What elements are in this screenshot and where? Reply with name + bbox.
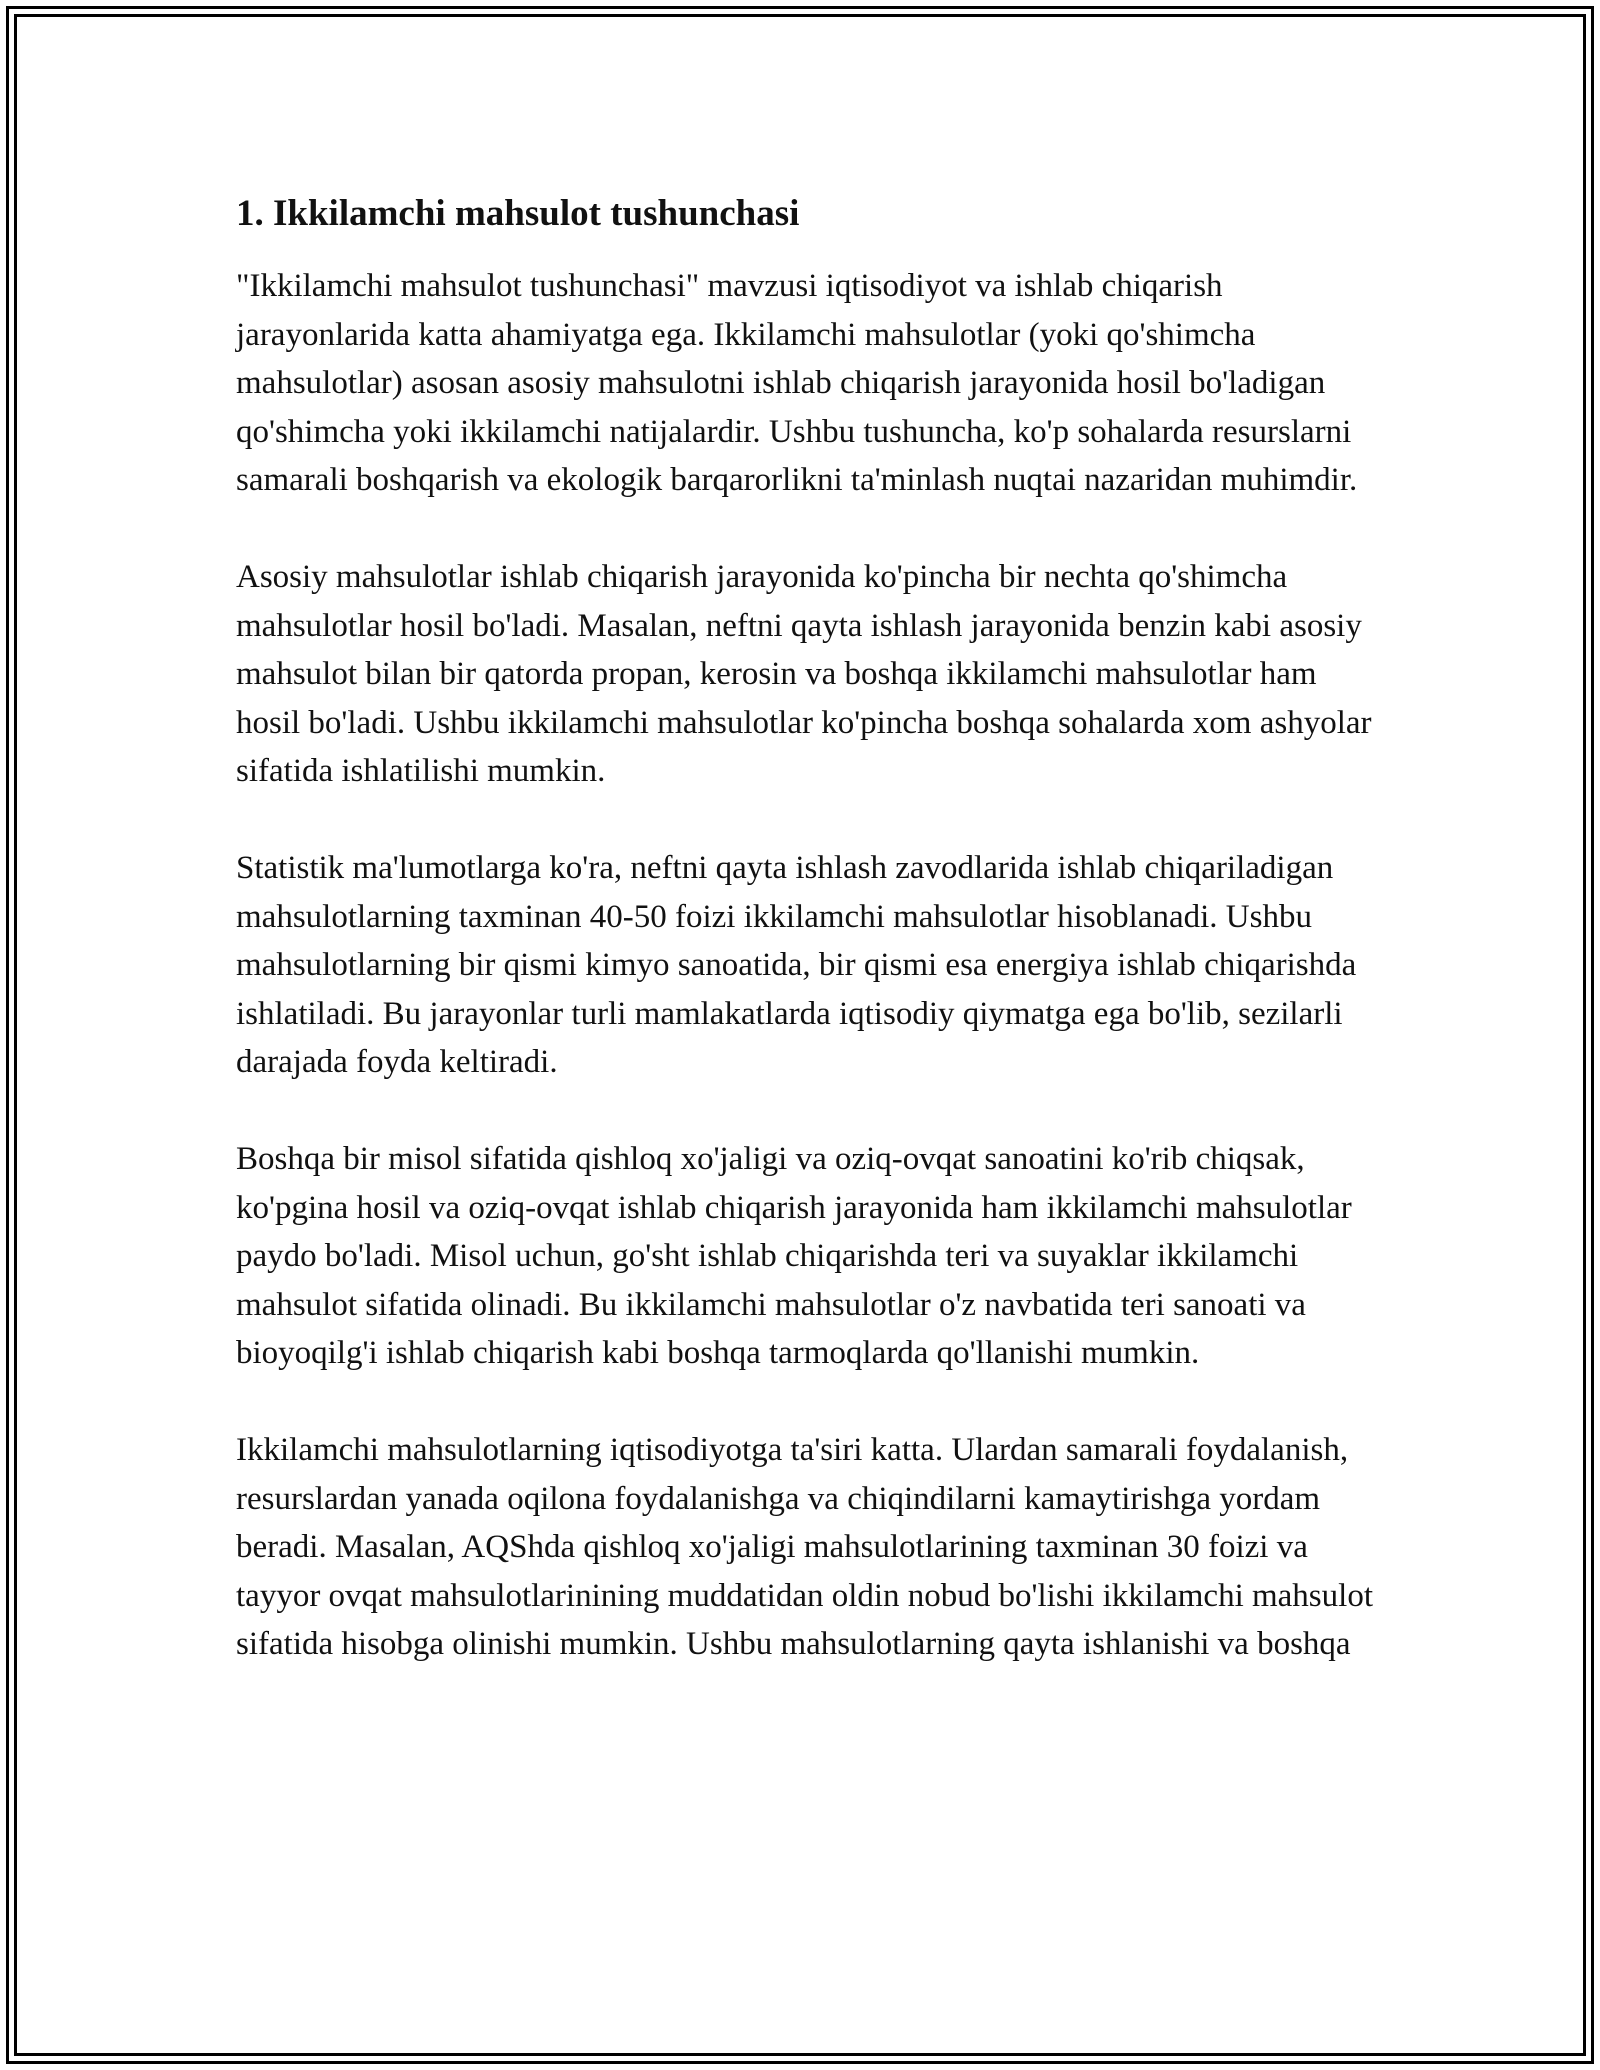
section-heading: 1. Ikkilamchi mahsulot tushunchasi: [236, 193, 800, 234]
paragraph-2: Asosiy mahsulotlar ishlab chiqarish jarayonida ko'pincha bir nechta qo'shimcha mahsulotlar hosil bo'ladi. Masalan, neftni qayta ishlash jarayonida benzin kabi asosiy mahsulot bilan bir qatorda propan, kerosin va boshqa ikkilamchi mahsulotlar ham hosil bo'ladi. Ushbu ikkilamchi mahsulotlar ko'pincha boshqa sohalarda xom ashyolar sifatida ishlatilishi mumkin.: [236, 559, 1372, 789]
paragraph-3: Statistik ma'lumotlarga ko'ra, neftni qayta ishlash zavodlarida ishlab chiqariladigan mahsulotlarning taxminan 40-50 foizi ikkilamchi mahsulotlar hisoblanadi. Ushbu mahsulotlarning bir qismi kimyo sanoatida, bir qismi esa energiya ishlab chiqarishda ishlatiladi. Bu jarayonlar turli mamlakatlarda iqtisodiy qiymatga ega bo'lib, sezilarli darajada foyda keltiradi.: [236, 850, 1357, 1080]
paragraph-5: Ikkilamchi mahsulotlarning iqtisodiyotga ta'siri katta. Ulardan samarali foydalanish, resurslardan yanada oqilona foydalanishga va chiqindilarni kamaytirishga yordam beradi. Masalan, AQShda qishloq xo'jaligi mahsulotlarining taxminan 30 foizi va tayyor ovqat mahsulotlarinining muddatidan oldin nobud bo'lishi ikkilamchi mahsulot sifatida hisobga olinishi mumkin. Ushbu mahsulotlarning qayta ishlanishi va boshqa: [236, 1432, 1373, 1662]
document-body: [236, 188, 1376, 1669]
paragraph-4: Boshqa bir misol sifatida qishloq xo'jaligi va oziq-ovqat sanoatini ko'rib chiqsak, ko'pgina hosil va oziq-ovqat ishlab chiqarish jarayonida ham ikkilamchi mahsulotlar paydo bo'ladi. Misol uchun, go'sht ishlab chiqarishda teri va suyaklar ikkilamchi mahsulot sifatida olinadi. Bu ikkilamchi mahsulotlar o'z navbatida teri sanoati va bioyoqilg'i ishlab chiqarish kabi boshqa tarmoqlarda qo'llanishi mumkin.: [236, 1141, 1352, 1371]
paragraph-1: "Ikkilamchi mahsulot tushunchasi" mavzusi iqtisodiyot va ishlab chiqarish jarayonlarida katta ahamiyatga ega. Ikkilamchi mahsulotlar (yoki qo'shimcha mahsulotlar) asosan asosiy mahsulotni ishlab chiqarish jarayonida hosil bo'ladigan qo'shimcha yoki ikkilamchi natijalardir. Ushbu tushuncha, ko'p sohalarda resurslarni samarali boshqarish va ekologik barqarorlikni ta'minlash nuqtai nazaridan muhimdir.: [236, 268, 1358, 498]
